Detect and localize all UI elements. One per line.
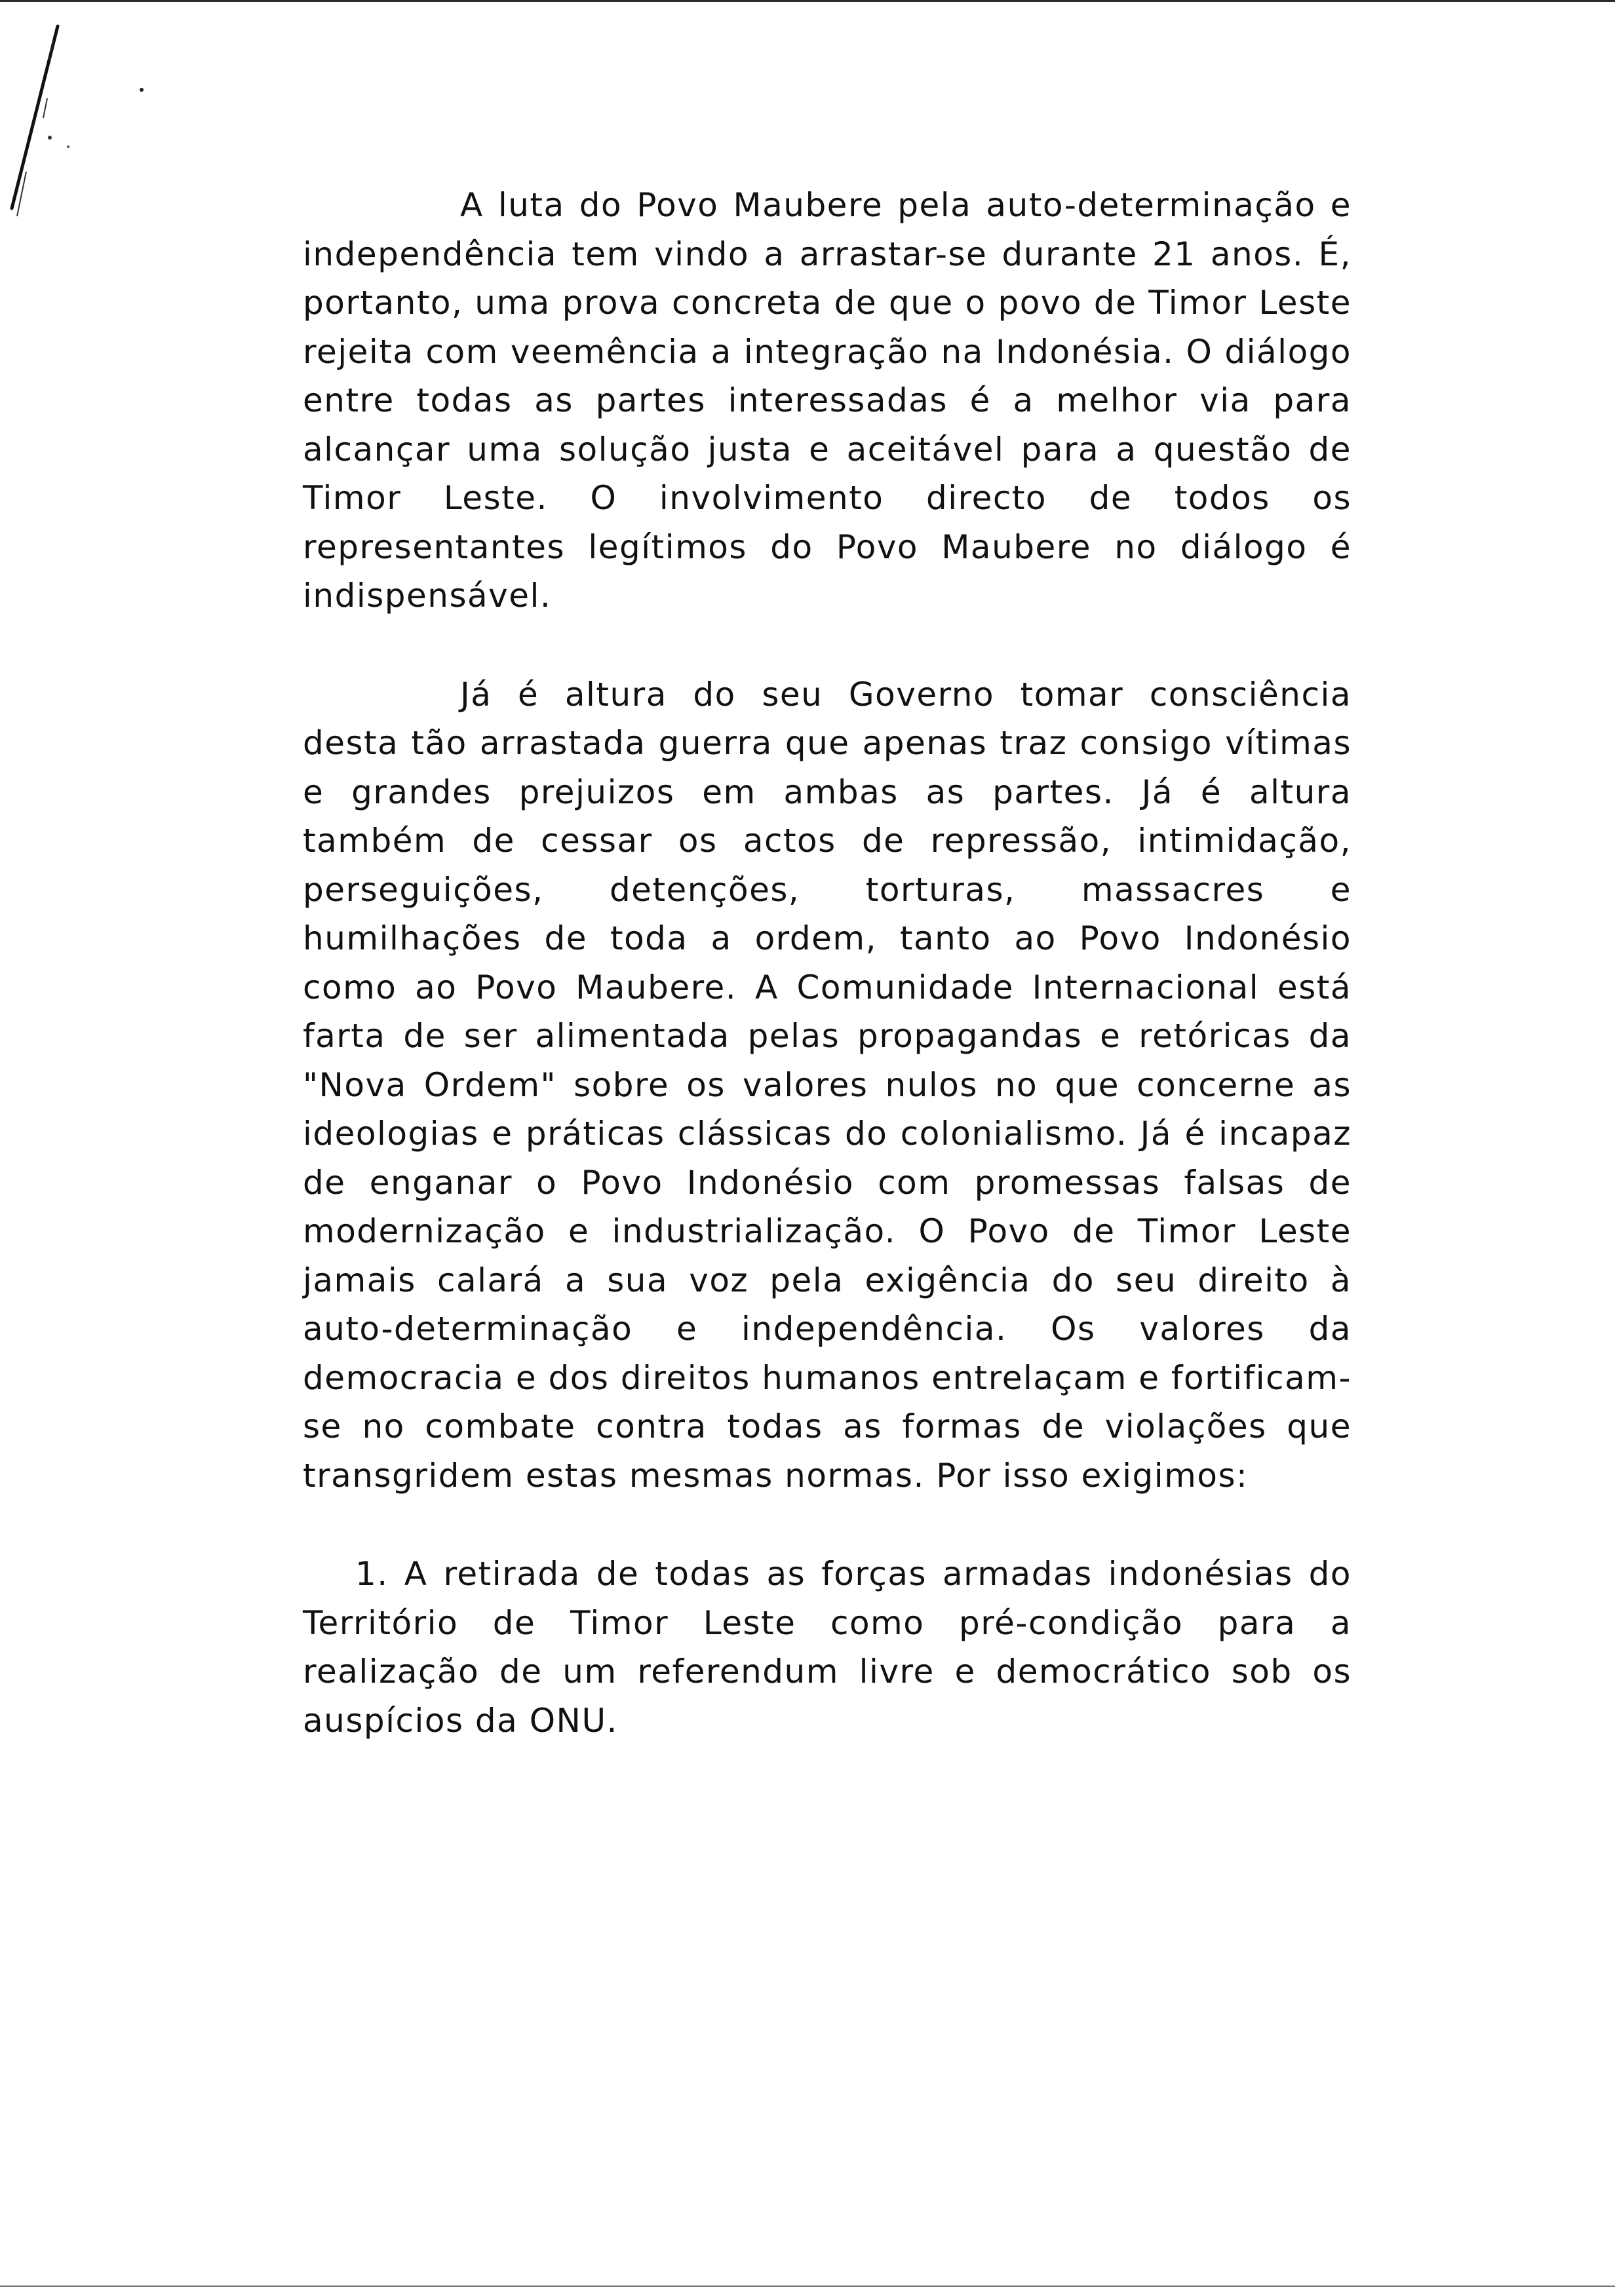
top-scan-edge xyxy=(0,0,1615,2)
paragraph-government-awareness: Já é altura do seu Governo tomar consciência desta tão arrastada guerra que apenas traz consigo vítimas e grandes prejuizos em ambas as partes. Já é altura também de cessar os actos de repressão, intimidação, perseguições, detenções, torturas, massacres e humilhações de toda a ordem, tanto ao Povo Indonésio como ao Povo Maubere. A Comunidade Internacional está farta de ser alimentada pelas propagandas e retóricas da "Nova Ordem" sobre os valores nulos no que concerne as ideologias e práticas clássicas do colonialismo. Já é incapaz de enganar o Povo Indonésio com promessas falsas de modernização e industrialização. O Povo de Timor Leste jamais calará a sua voz pela exigência do seu direito à auto-determinação e independência. Os valores da democracia e dos direitos humanos entrelaçam e fortificam-se no combate contra todas as formas de violações que transgridem estas mesmas normas. Por isso exigimos: xyxy=(303,675,1352,1495)
paragraph-self-determination: A luta do Povo Maubere pela auto-determinação e independência tem vindo a arrastar-se durante 21 anos. É, portanto, uma prova concreta de que o povo de Timor Leste rejeita com veemência a integração na Indonésia. O diálogo entre todas as partes interessadas é a melhor via para alcançar uma solução justa e aceitável para a questão de Timor Leste. O involvimento directo de todos os representantes legítimos do Povo Maubere no diálogo é indispensável. xyxy=(303,186,1352,615)
demand-item-withdrawal: 1. A retirada de todas as forças armadas indonésias do Território de Timor Leste como pré-condição para a realização de um referendum livre e democrático sob os auspícios da ONU. xyxy=(303,1555,1352,1740)
demands-list xyxy=(303,1550,1352,1745)
letter-body xyxy=(303,181,1352,1745)
bottom-scan-edge xyxy=(0,2286,1615,2287)
pen-stroke-mark xyxy=(0,0,157,262)
